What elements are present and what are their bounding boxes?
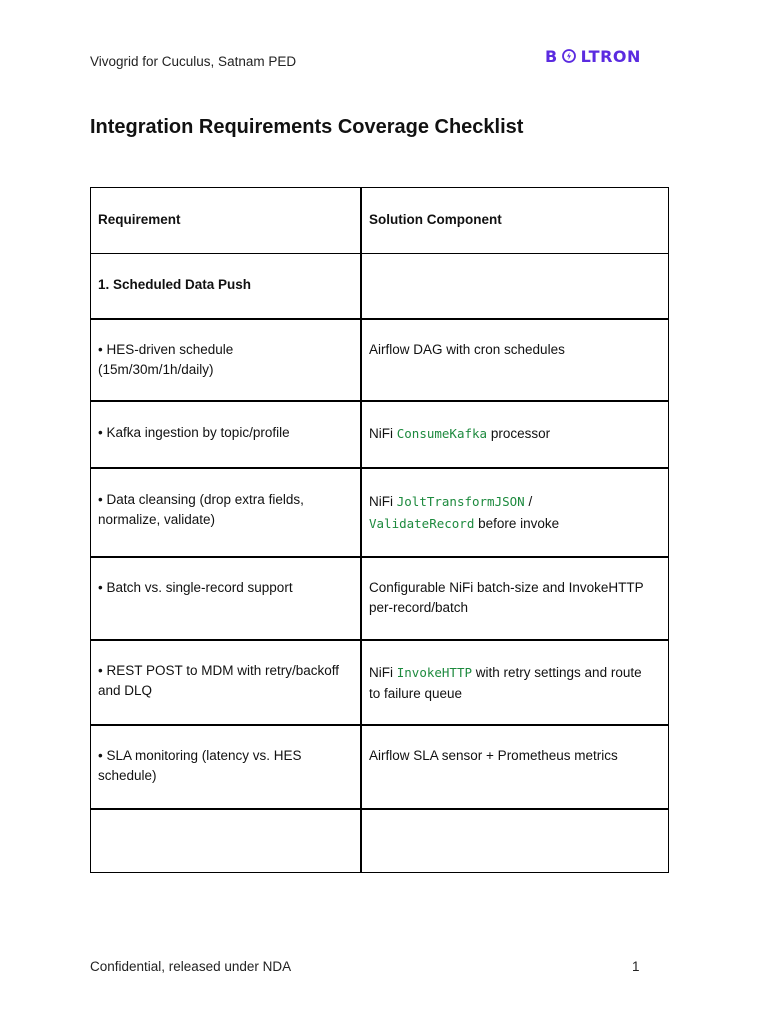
solution-text: NiFi xyxy=(369,493,397,509)
table-row xyxy=(91,319,669,401)
requirement-cell xyxy=(91,557,362,640)
logo-text-rest: LTRON xyxy=(580,47,641,66)
code-span: ConsumeKafka xyxy=(396,425,488,441)
empty-cell xyxy=(91,809,362,873)
header-label: Solution Component xyxy=(369,212,502,227)
section-cell xyxy=(91,254,362,319)
code-span: JoltTransformJSON xyxy=(396,493,525,509)
solution-text: / xyxy=(524,493,533,509)
solution-cell xyxy=(361,725,669,809)
requirement-text: • Batch vs. single-record support xyxy=(98,579,293,595)
solution-text: before invoke xyxy=(474,515,560,531)
empty-cell xyxy=(361,809,669,873)
header-cell-solution xyxy=(361,188,669,254)
page-number: 1 xyxy=(632,959,640,974)
solution-cell xyxy=(361,557,669,640)
solution-text: NiFi xyxy=(369,425,397,441)
solution-text: Airflow DAG with cron schedules xyxy=(369,341,565,357)
requirement-text: normalize, validate) xyxy=(98,511,216,527)
footer-text: Confidential, released under NDA xyxy=(90,959,292,974)
power-bolt-icon xyxy=(562,49,576,63)
header-cell-requirement xyxy=(91,188,362,254)
solution-cell xyxy=(361,319,669,401)
solution-text: to failure queue xyxy=(369,685,463,701)
solution-text: per-record/batch xyxy=(369,599,469,615)
requirement-text: • Data cleansing (drop extra fields, xyxy=(98,491,304,507)
table-row xyxy=(91,401,669,468)
requirement-text: (15m/30m/1h/daily) xyxy=(98,361,214,377)
section-title: 1. Scheduled Data Push xyxy=(98,277,252,292)
solution-text: processor xyxy=(487,425,551,441)
header-label: Requirement xyxy=(98,212,181,227)
section-empty-cell xyxy=(361,254,669,319)
requirement-cell xyxy=(91,401,362,468)
header-text: Vivogrid for Cuculus, Satnam PED xyxy=(90,54,297,69)
requirement-text: • SLA monitoring (latency vs. HES xyxy=(98,747,302,763)
brand-logo xyxy=(545,47,641,69)
requirement-text: schedule) xyxy=(98,767,157,783)
section-row xyxy=(91,254,669,319)
requirement-text: • Kafka ingestion by topic/profile xyxy=(98,424,290,440)
requirement-cell xyxy=(91,319,362,401)
solution-cell xyxy=(361,640,669,725)
code-span: ValidateRecord xyxy=(369,515,475,531)
requirement-text: and DLQ xyxy=(98,682,153,698)
solution-text: with retry settings and route xyxy=(472,664,642,680)
table-header-row xyxy=(91,188,669,254)
logo-text-b: B xyxy=(545,47,558,66)
requirement-text: • HES-driven schedule xyxy=(98,341,234,357)
solution-text: NiFi xyxy=(369,664,397,680)
solution-text: Configurable NiFi batch-size and InvokeHTTP xyxy=(369,579,644,595)
empty-table-row xyxy=(91,809,669,873)
solution-cell xyxy=(361,401,669,468)
requirements-table xyxy=(90,187,669,873)
table-row xyxy=(91,468,669,557)
requirement-cell xyxy=(91,725,362,809)
solution-text: Airflow SLA sensor + Prometheus metrics xyxy=(369,747,618,763)
page-title: Integration Requirements Coverage Checklist xyxy=(90,116,524,138)
requirement-cell xyxy=(91,640,362,725)
code-span: InvokeHTTP xyxy=(396,664,473,680)
requirement-cell xyxy=(91,468,362,557)
requirement-text: • REST POST to MDM with retry/backoff xyxy=(98,662,340,678)
table-row xyxy=(91,640,669,725)
solution-cell xyxy=(361,468,669,557)
table-row xyxy=(91,725,669,809)
table-row xyxy=(91,557,669,640)
